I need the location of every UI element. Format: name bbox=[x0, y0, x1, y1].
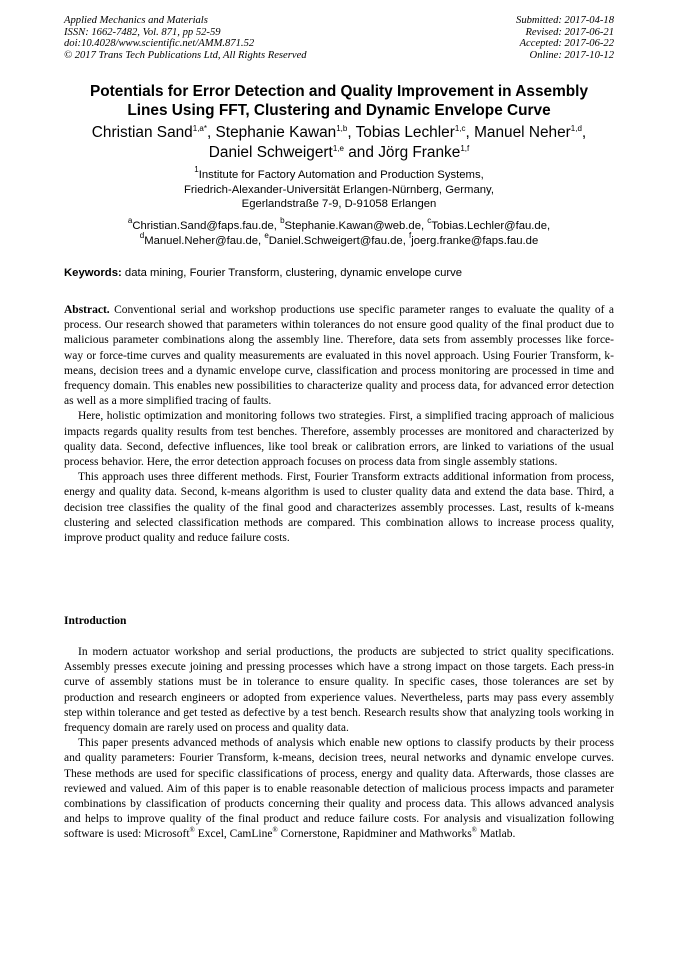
paper-title bbox=[64, 82, 614, 120]
abstract-text: Conventional serial and workshop productions use specific parameter ranges to evaluate the quality of a process. Our research showed that parameters within tolerances do not ensure good quality of the final product due to malicious parameter combinations along the assembly line. Therefore, data sets from assembly processes like force-way or force-time curves and quality measurements are evaluated in this novel approach. Using Fourier Transform, k-means, decision trees and a dynamic envelope curve, classification and process monitoring are processed in time and frequency domain. This enables new possibilities to characterize quality and process data, for advanced error detection as well as a more simplified tracing of faults. bbox=[64, 304, 615, 408]
affiliation bbox=[64, 165, 614, 212]
affiliation-sup: 1 bbox=[194, 165, 199, 174]
author-affiliation-sup: 1,f bbox=[460, 143, 470, 153]
revised-date: Revised: 2017-06-21 bbox=[525, 26, 614, 38]
email-address[interactable]: Christian.Sand@faps.fau.de bbox=[132, 220, 274, 232]
journal-header bbox=[64, 15, 364, 61]
email-list bbox=[64, 216, 614, 248]
affiliation-line-2: Friedrich-Alexander-Universität Erlangen-Nürnberg, Germany, bbox=[184, 183, 494, 196]
author-affiliation-sup: 1,e bbox=[332, 143, 344, 153]
registered-mark: ® bbox=[471, 826, 477, 835]
affiliation-line-1: Institute for Factory Automation and Production Systems, bbox=[198, 169, 484, 181]
email-sup: a bbox=[127, 216, 133, 225]
author-affiliation-sup: 1,c bbox=[454, 124, 466, 133]
registered-mark: ® bbox=[272, 826, 278, 835]
author-separator: , bbox=[465, 124, 475, 141]
email-address[interactable]: Daniel.Schweigert@fau.de bbox=[268, 234, 403, 247]
abstract-paragraph: Here, holistic optimization and monitoring follows two strategies. First, a simplified tracing approach of malicious impacts regards quality results from test benches. Therefore, assembly processes are monitored and characterized by quality data. Second, defective influences, like tool break or calibration errors, are linked to variations of the usual process behavior. Here, the error detection approach focuses on process data from single assembly stations. bbox=[64, 410, 614, 469]
author-name: Stephanie Kawan bbox=[215, 124, 337, 141]
email-sup: c bbox=[427, 216, 432, 225]
author-list bbox=[64, 123, 614, 162]
keywords-text: data mining, Fourier Transform, clustering, dynamic envelope curve bbox=[124, 267, 463, 279]
author-name: Christian Sand bbox=[91, 124, 193, 141]
intro-text: This paper presents advanced methods of analysis which enable new options to classify products by their process and quality parameters: Fourier Transform, k-means, decision trees, neural networks and dynamic envelope curves. These methods are used for specific classifications of process, energy and quality data. Afterwards, those classes are reviewed and valued. Aim of this paper is to enable reasonable detection of malicious process impacts and parameter combinations by classification of products concerning their quality and process data. This allows advanced analysis and helps to improve quality of the final product and reduce failure costs. For analysis and visualization following software is used: Microsoft bbox=[64, 737, 614, 841]
title-line-1: Potentials for Error Detection and Quality Improvement in Assembly bbox=[89, 83, 589, 100]
abstract bbox=[64, 303, 614, 546]
doi-line: doi:10.4028/www.scientific.net/AMM.871.52 bbox=[64, 38, 255, 50]
keywords-label: Keywords: bbox=[64, 267, 122, 279]
introduction-paragraph bbox=[64, 736, 614, 842]
registered-mark: ® bbox=[189, 826, 195, 835]
author-separator: , bbox=[206, 124, 216, 141]
email-separator: , bbox=[273, 220, 281, 232]
accepted-date: Accepted: 2017-06-22 bbox=[519, 38, 614, 50]
introduction-paragraph: In modern actuator workshop and serial productions, the products are subjected to strict quality specifications. Assembly presses execute joining and pressing processes which have a strong impact on those targets. Each press-in curve of assembly stations must be in tolerance to ensure quality. In specific cases, those tolerances are set by production and research engineers or adopted from experience values. Nevertheless, parts may pass every assembly step within tolerance and get tested as defective by a test bench. Research results show that analyzing tools working in frequency domain are rarely used on process and quality data. bbox=[64, 646, 614, 735]
email-separator: , bbox=[402, 234, 409, 247]
title-line-2: Lines Using FFT, Clustering and Dynamic Envelope Curve bbox=[127, 102, 551, 119]
submitted-date: Submitted: 2017-04-18 bbox=[516, 15, 614, 26]
affiliation-line-3: Egerlandstraße 7-9, D-91058 Erlangen bbox=[241, 198, 437, 210]
email-sup: e bbox=[264, 230, 269, 240]
email-address[interactable]: Tobias.Lechler@fau.de bbox=[431, 220, 547, 232]
abstract-paragraph: This approach uses three different methods. First, Fourier Transform extracts additional information from process, energy and quality data. Second, k-means algorithm is used to cluster quality data and extend the data base. Third, a decision tree classifies the quality of the final good and characterizes assembly processes. Last, results of k-means clustering and selected classification methods are compared. This combination allows to increase process quality, improve product quality and reduce failure costs. bbox=[64, 471, 614, 545]
introduction-body bbox=[64, 645, 614, 843]
email-address[interactable]: Manuel.Neher@fau.de bbox=[144, 234, 259, 247]
author-name: Jörg Franke bbox=[378, 143, 461, 161]
intro-text: Matlab. bbox=[477, 828, 516, 841]
author-separator: , bbox=[581, 124, 587, 141]
email-address[interactable]: joerg.franke@faps.fau.de bbox=[411, 234, 539, 247]
author-name: Tobias Lechler bbox=[355, 124, 455, 141]
email-sup: b bbox=[280, 216, 285, 225]
abstract-label: Abstract. bbox=[64, 304, 110, 316]
author-affiliation-sup: 1,b bbox=[336, 124, 348, 133]
email-sup: f bbox=[408, 230, 412, 240]
email-separator: , bbox=[420, 220, 428, 232]
copyright-line: © 2017 Trans Tech Publications Ltd, All Rights Reserved bbox=[64, 49, 307, 61]
author-separator: , bbox=[347, 124, 356, 141]
author-affiliation-sup: 1,d bbox=[570, 124, 582, 133]
author-name: Daniel Schweigert bbox=[208, 143, 333, 161]
section-heading-introduction: Introduction bbox=[64, 615, 127, 627]
intro-text: Excel, CamLine bbox=[194, 828, 273, 841]
online-date: Online: 2017-10-12 bbox=[529, 49, 614, 61]
keywords bbox=[64, 266, 614, 280]
author-name: Manuel Neher bbox=[474, 124, 571, 141]
journal-name: Applied Mechanics and Materials bbox=[64, 15, 208, 26]
email-address[interactable]: Stephanie.Kawan@web.de bbox=[284, 220, 421, 232]
author-affiliation-sup: 1,a* bbox=[192, 124, 207, 133]
email-sup: d bbox=[139, 230, 145, 240]
email-separator: , bbox=[258, 234, 265, 247]
abstract-paragraph bbox=[64, 303, 614, 409]
issn-line: ISSN: 1662-7482, Vol. 871, pp 52-59 bbox=[64, 26, 221, 38]
author-separator: and bbox=[343, 143, 379, 161]
email-separator: , bbox=[547, 220, 551, 232]
intro-text: Cornerstone, Rapidminer and Mathworks bbox=[277, 828, 472, 841]
dates-header bbox=[374, 15, 614, 61]
